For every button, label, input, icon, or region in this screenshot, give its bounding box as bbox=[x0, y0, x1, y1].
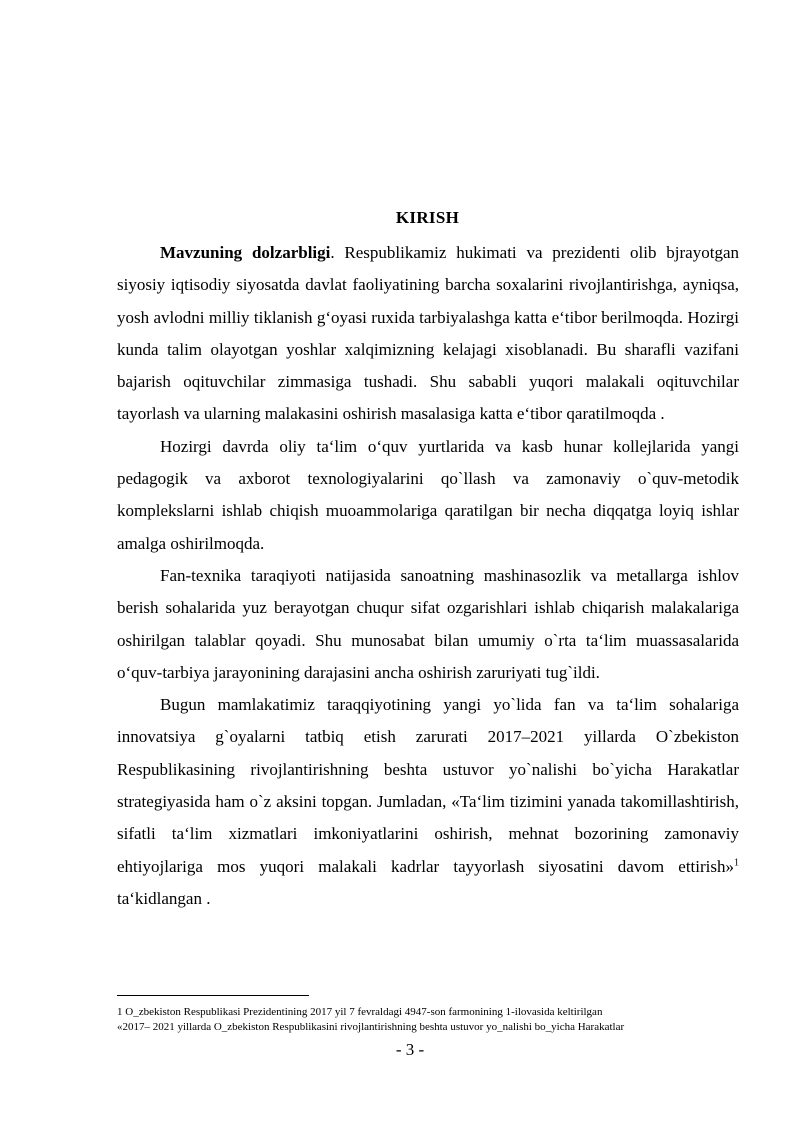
paragraph-text: Bugun mamlakatimiz taraqqiyotining yangi yo`lida fan va ta‘lim sohalariga innovatsiya g`oyalarni tatbiq etish zarurati 2017–2021 yillarda O`zbekiston Respublikasining rivojlantirishning beshta ustuvor yo`nalishi bo`yicha Harakatlar strategiyasida ham o`z aksini topgan. Jumladan, «Ta‘lim tizimini yanada takomillashtirish, sifatli ta‘lim xizmatlari imkoniyatlarini oshirish, mehnat bozorining zamonaviy ehtiyojlariga mos yuqori malakali kadrlar tayyorlash siyosatini davom ettirish» bbox=[117, 695, 739, 876]
body-text bbox=[117, 237, 739, 915]
footnote bbox=[117, 1005, 757, 1035]
paragraph-relevance bbox=[117, 237, 739, 431]
section-heading: KIRISH bbox=[395, 208, 460, 227]
paragraph-innovation bbox=[117, 689, 739, 915]
footnote-separator bbox=[117, 995, 309, 996]
paragraph-lead: Mavzuning dolzarbligi bbox=[160, 243, 331, 262]
paragraph-education bbox=[117, 431, 739, 560]
paragraph-science-progress bbox=[117, 560, 739, 689]
footnote-line: 1 O_zbekiston Respublikasi Prezidentining 2017 yil 7 fevraldagi 4947-son farmonining 1-ilovasida keltirilgan bbox=[117, 1006, 603, 1018]
footnote-line: «2017– 2021 yillarda O_zbekiston Respublikasini rivojlantirishning beshta ustuvor yo_nalishi bo_yicha Harakatlar bbox=[117, 1021, 625, 1033]
paragraph-text: Fan-texnika taraqiyoti natijasida sanoatning mashinasozlik va metallarga ishlov berish sohalarida yuz berayotgan chuqur sifat ozgarishlari ishlab chiqarish malakalariga oshirilgan talablar qoyadi. Shu munosabat bilan umumiy o`rta ta‘lim muassasalarida o‘quv-tarbiya jarayonining darajasini ancha oshirish zaruriyati tug`ildi. bbox=[117, 565, 739, 682]
footnote-reference[interactable]: 1 bbox=[734, 856, 739, 868]
page-number: - 3 - bbox=[395, 1040, 425, 1059]
paragraph-text: Hozirgi davrda oliy ta‘lim o‘quv yurtlarida va kasb hunar kollejlarida yangi pedagogik va axborot texnologiyalarini qo`llash va zamonaviy o`quv-metodik komplekslarni ishlab chiqish muoammolariga qaratilgan bir necha diqqatga loyiq ishlar amalga oshirilmoqda. bbox=[117, 436, 739, 553]
paragraph-tail: ta‘kidlangan . bbox=[117, 888, 211, 908]
paragraph-text: . Respublikamiz hukimati va prezidenti olib bjrayotgan siyosiy iqtisodiy siyosatda davlat faoliyatining barcha soxalarini rivojlantirishga, ayniqsa, yosh avlodni milliy tiklanish g‘oyasi ruxida tarbiyalashga katta e‘tibor berilmoqda. Hozirgi kunda talim olayotgan yoshlar xalqimizning kelajagi xisoblanadi. Bu sharafli vazifani bajarish oqituvchilar zimmasiga tushadi. Shu sababli yuqori malakali oqituvchilar tayorlash va ularning malakasini oshirish masalasiga katta e‘tibor qaratilmoqda . bbox=[117, 243, 739, 424]
